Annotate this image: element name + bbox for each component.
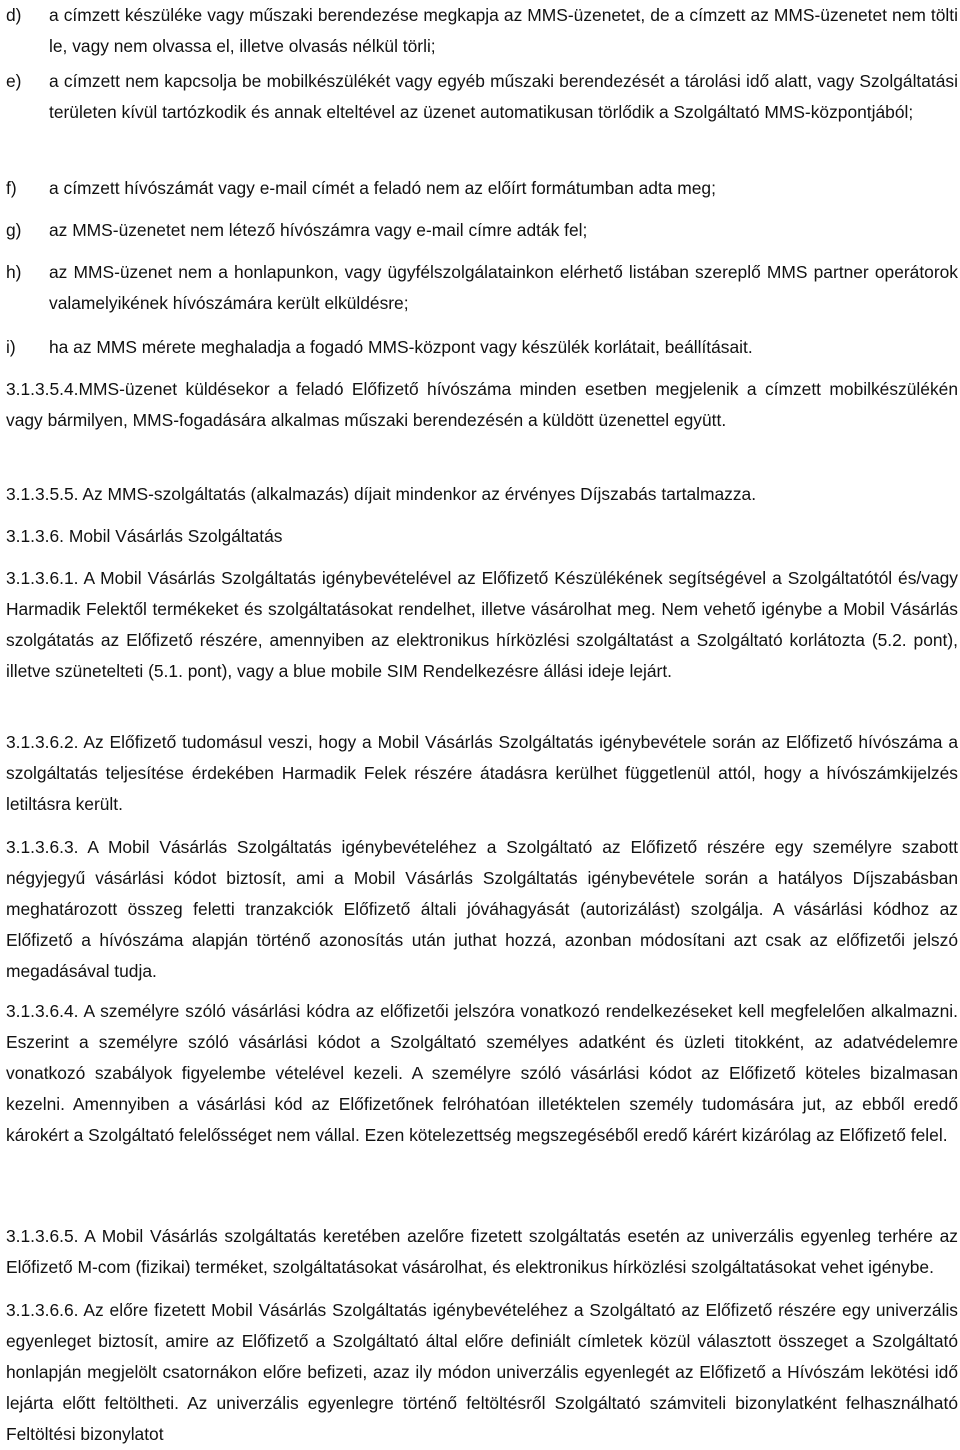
paragraph-3-1-3-6-5: 3.1.3.6.5. A Mobil Vásárlás szolgáltatás keretében azelőre fizetett szolgáltatás esetén az univerzális egyenleg terhére az Előfizető M-com (fizikai) terméket, szolgáltatásokat vásárolhat, és elektronikus hírközlési szolgáltatásokat vehet igénybe. [6, 1226, 958, 1277]
paragraph-3-1-3-6-6: 3.1.3.6.6. Az előre fizetett Mobil Vásárlás Szolgáltatás igénybevételéhez a Szolgáltató az Előfizető részére egy univerzális egyenleget biztosít, amire az Előfizető a Szolgáltató által előre definiált címletek közül választott összeget a Szolgáltató honlapján megjelölt csatornákon előre befizeti, azaz ily módon univerzális egyenlegét az Előfizető a Hívószám lekötési idő lejárta előtt feltöltheti. Az univerzális egyenlegre történő feltöltésről Szolgáltató számviteli bizonylatként felhasználható Feltöltési bizonylatot [6, 1300, 958, 1444]
list-item-label: i) [6, 337, 16, 357]
list-item-text: ha az MMS mérete meghaladja a fogadó MMS-központ vagy készülék korlátait, beállításait. [49, 337, 753, 357]
list-item-text: a címzett nem kapcsolja be mobilkészülékét vagy egyéb műszaki berendezését a tárolási idő alatt, vagy Szolgáltatási területen kívül tartózkodik és annak elteltével az üzenet automatikusan törlődik a Szolgáltató MMS-központjából; [49, 71, 958, 122]
list-item-i [6, 332, 958, 363]
paragraph-3-1-3-6-4: 3.1.3.6.4. A személyre szóló vásárlási kódra az előfizetői jelszóra vonatkozó rendelkezéseket kell megfelelően alkalmazni. Eszerint a személyre szóló vásárlási kódot a Szolgáltató személyes adatként és üzleti titokként, az adatvédelemre vonatkozó szabályok figyelembe vételével kezeli. A személyre szóló vásárlási kódot az Előfizető köteles bizalmasan kezelni. Amennyiben a vásárlási kód az Előfizetőnek felróhatóan illetéktelen személy tudomására jut, az ebből eredő károkért a Szolgáltató felelősséget nem vállal. Ezen kötelezettség megszegéséből eredő kárért kizárólag az Előfizető felel. [6, 1001, 958, 1145]
section-heading-3-1-3-6: 3.1.3.6. Mobil Vásárlás Szolgáltatás [6, 526, 283, 546]
paragraph-3-1-3-5-5: 3.1.3.5.5. Az MMS-szolgáltatás (alkalmazás) díjait mindenkor az érvényes Díjszabás tartalmazza. [6, 484, 757, 504]
list-item-label: d) [6, 5, 22, 25]
list-item-d [6, 0, 958, 62]
list-item-g [6, 215, 958, 246]
list-item-label: g) [6, 220, 22, 240]
list-item-f [6, 173, 958, 204]
list-item-h [6, 257, 958, 319]
paragraph-3-1-3-6-2: 3.1.3.6.2. Az Előfizető tudomásul veszi, hogy a Mobil Vásárlás Szolgáltatás igénybevétele során az Előfizető hívószáma a szolgáltatás teljesítése érdekében Harmadik Felek részére átadásra kerülhet függetlenül attól, hogy a hívószámkijelzés letiltásra került. [6, 732, 958, 814]
list-item-text: a címzett hívószámát vagy e-mail címét a feladó nem az előírt formátumban adta meg; [49, 178, 716, 198]
paragraph-3-1-3-5-4: 3.1.3.5.4.MMS-üzenet küldésekor a feladó Előfizető hívószáma minden esetben megjelenik a címzett mobilkészülékén vagy bármilyen, MMS-fogadására alkalmas műszaki berendezésén a küldött üzenettel együtt. [6, 379, 958, 430]
list-item-text: az MMS-üzenetet nem létező hívószámra vagy e-mail címre adták fel; [49, 220, 588, 240]
list-item-label: f) [6, 178, 17, 198]
list-item-label: h) [6, 262, 22, 282]
list-item-label: e) [6, 71, 22, 91]
paragraph-3-1-3-6-1: 3.1.3.6.1. A Mobil Vásárlás Szolgáltatás igénybevételével az Előfizető Készülékének segítségével a Szolgáltatótól és/vagy Harmadik Felektől termékeket és szolgáltatásokat rendelhet, illetve vásárolhat meg. Nem vehető igénybe a Mobil Vásárlás szolgátatás az Előfizető részére, amennyiben az elektronikus hírközlési szolgáltatást a Szolgáltató korlátozta (5.2. pont), illetve szünetelteti (5.1. pont), vagy a blue mobile SIM Rendelkezésre állási ideje lejárt. [6, 568, 958, 681]
list-item-text: a címzett készüléke vagy műszaki berendezése megkapja az MMS-üzenetet, de a címzett az MMS-üzenetet nem tölti le, vagy nem olvassa el, illetve olvasás nélkül törli; [49, 5, 958, 56]
list-item-e [6, 66, 958, 128]
list-item-text: az MMS-üzenet nem a honlapunkon, vagy ügyfélszolgálatainkon elérhető listában szereplő MMS partner operátorok valamelyikének hívószámára került elküldésre; [49, 262, 958, 313]
paragraph-3-1-3-6-3: 3.1.3.6.3. A Mobil Vásárlás Szolgáltatás igénybevételéhez a Szolgáltató az Előfizető részére egy személyre szabott négyjegyű vásárlási kódot biztosít, ami a Mobil Vásárlás Szolgáltatás igénybevétele során a hatályos Díjszabásban meghatározott összeg feletti tranzakciók Előfizető általi jóváhagyását (autorizálást) szolgálja. A vásárlási kódhoz az Előfizető a hívószáma alapján történő azonosítás után juthat hozzá, azonban módosítani azt csak az előfizetői jelszó megadásával tudja. [6, 837, 958, 981]
